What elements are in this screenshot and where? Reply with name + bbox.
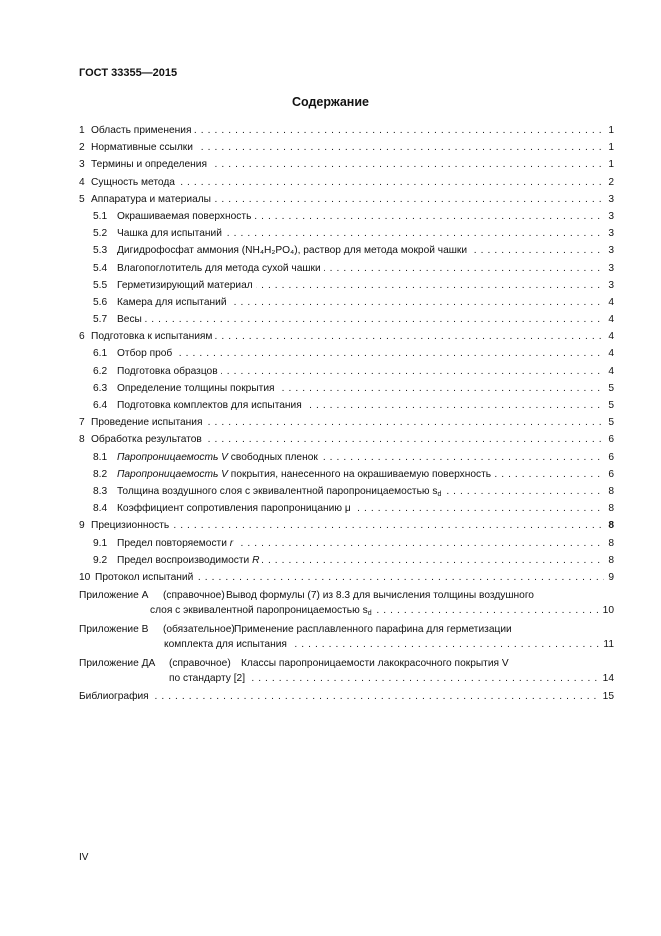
toc-title-italic: Паропроницаемость V [117, 468, 228, 480]
toc-title-italic: R [252, 554, 260, 566]
toc-entry[interactable] [79, 208, 614, 225]
toc-title: Проведение испытания [91, 417, 206, 428]
toc-page: 5 [606, 414, 614, 431]
toc-entry[interactable] [79, 345, 614, 362]
toc-number: 5.5 [93, 279, 108, 291]
toc-entry[interactable] [79, 397, 614, 414]
appendix-title-line1: Вывод формулы (7) из 8.3 для вычисления толщины воздушного [226, 590, 534, 602]
toc-title-subscript: d [437, 490, 442, 498]
toc-number: 4 [79, 176, 85, 188]
toc-number: 5.4 [93, 262, 108, 274]
toc-page: 4 [606, 345, 614, 362]
bibliography-entry[interactable] [79, 688, 614, 705]
toc-number: 3 [79, 159, 85, 171]
toc-number: 5.6 [93, 296, 108, 308]
toc-entry[interactable] [79, 500, 614, 517]
toc-number: 2 [79, 142, 85, 154]
page-title: Содержание [291, 95, 369, 109]
toc-title: Герметизирующий материал [117, 280, 256, 291]
toc-entry[interactable] [79, 380, 614, 397]
toc-title: свободных пленок [227, 451, 318, 463]
toc-title: Прецизионность [91, 520, 172, 531]
toc-number: 6 [79, 331, 85, 343]
toc-number: 6.1 [93, 348, 108, 360]
toc-page: 6 [606, 431, 614, 448]
appendix-label: Приложение ДА [79, 658, 156, 670]
toc-page: 4 [606, 363, 614, 380]
toc-number: 7 [79, 417, 85, 429]
toc-title-italic: Паропроницаемость V [117, 451, 228, 463]
appendix-entry[interactable] [79, 588, 614, 620]
toc-entry[interactable] [79, 225, 614, 242]
toc-title: Аппаратура и материалы [91, 194, 214, 205]
toc-page: 1 [606, 156, 614, 173]
toc-title: Сущность метода [91, 177, 178, 188]
bibliography-page: 15 [602, 691, 614, 703]
toc-entry[interactable] [79, 260, 614, 277]
toc-entry[interactable] [79, 156, 614, 173]
appendix-page: 10 [602, 605, 614, 617]
toc-number: 8.1 [93, 451, 108, 463]
toc-page: 1 [606, 122, 614, 139]
toc-entry[interactable] [79, 517, 614, 534]
appendix-title-line2: по стандарту [2] [169, 673, 248, 684]
toc-page: 3 [606, 260, 614, 277]
bibliography-title: Библиография [79, 691, 152, 702]
toc-entry[interactable] [79, 277, 614, 294]
page-number-footer: IV [79, 852, 89, 863]
toc-title: Термины и определения [91, 159, 210, 170]
toc-title: Отбор проб [117, 348, 175, 359]
toc-number: 8.2 [93, 468, 108, 480]
toc-title: Коэффициент сопротивления паропроницанию μ [117, 503, 354, 514]
toc-title: покрытия, нанесенного на окрашиваемую поверхность [227, 468, 492, 480]
toc-title: Окрашиваемая поверхность [117, 211, 254, 222]
toc-page: 8 [606, 483, 614, 500]
toc-title-italic: r [229, 537, 234, 549]
toc-entry[interactable] [79, 449, 614, 466]
appendix-title-line2: слоя с эквивалентной паропроницаемостью s [150, 605, 368, 617]
standard-designation: ГОСТ 33355—2015 [79, 67, 178, 79]
toc-title: Подготовка комплектов для испытания [117, 400, 305, 411]
toc-title: Нормативные ссылки [91, 142, 196, 153]
toc-page: 3 [606, 191, 614, 208]
toc-entry[interactable] [79, 414, 614, 431]
toc-title: Подготовка образцов [117, 366, 221, 377]
toc-number: 6.4 [93, 400, 108, 411]
toc-title: Протокол испытаний [95, 572, 196, 583]
toc-number: 8.4 [93, 503, 108, 515]
toc-title: Обработка результатов [91, 434, 205, 445]
toc-number: 5.3 [93, 245, 108, 257]
toc-title: Весы [117, 314, 145, 325]
appendix-kind: (справочное) [169, 658, 231, 670]
toc-number: 8 [79, 434, 85, 446]
toc-page: 8 [606, 500, 614, 517]
toc-page: 1 [606, 139, 614, 156]
toc-page: 9 [606, 569, 614, 586]
toc-number: 6.3 [93, 382, 108, 394]
toc-entry[interactable] [79, 174, 614, 191]
toc-number: 9.1 [93, 537, 108, 549]
toc-number: 5.1 [93, 210, 108, 222]
toc-page: 4 [606, 328, 614, 345]
toc-page: 3 [606, 242, 614, 259]
toc-number: 5.7 [93, 314, 108, 326]
toc-page: 6 [606, 466, 614, 483]
table-of-contents [79, 122, 614, 705]
toc-number: 9 [79, 520, 85, 532]
appendix-label: Приложение В [79, 624, 149, 636]
toc-number: 5.2 [93, 228, 108, 240]
toc-page: 2 [606, 174, 614, 191]
toc-number: 5 [79, 193, 85, 205]
toc-entry[interactable] [79, 535, 614, 552]
appendix-label: Приложение А [79, 590, 149, 602]
appendix-kind: (справочное) [163, 590, 225, 602]
toc-title: Предел воспроизводимости [117, 554, 253, 566]
toc-page: 3 [606, 208, 614, 225]
toc-page: 8 [606, 535, 614, 552]
appendix-title-subscript: d [367, 610, 372, 618]
toc-page: 8 [606, 517, 614, 534]
toc-number: 10 [79, 571, 91, 583]
appendix-page: 11 [603, 639, 614, 651]
toc-page: 5 [606, 397, 614, 414]
appendix-title-line1: Классы паропроницаемости лакокрасочного покрытия V [241, 658, 509, 670]
toc-entry[interactable] [79, 328, 614, 345]
appendix-title-line1: Применение расплавленного парафина для герметизации [234, 624, 512, 636]
toc-number: 9.2 [93, 554, 108, 566]
toc-page: 8 [606, 552, 614, 569]
toc-entry[interactable] [79, 363, 614, 380]
appendix-kind: (обязательное) [163, 624, 235, 636]
appendix-entry[interactable] [79, 656, 614, 688]
toc-entry[interactable] [79, 552, 614, 569]
toc-page: 3 [606, 225, 614, 242]
toc-number: 8.3 [93, 485, 108, 497]
toc-number: 1 [79, 125, 85, 136]
toc-entry[interactable] [79, 483, 614, 500]
toc-title: Чашка для испытаний [117, 228, 225, 239]
toc-entry[interactable] [79, 242, 614, 259]
toc-title: Определение толщины покрытия [117, 383, 278, 394]
toc-title: Подготовка к испытаниям [91, 331, 215, 342]
appendix-page: 14 [602, 673, 614, 685]
toc-title: Дигидрофосфат аммония (NH₄H₂PO₄), раствор для метода мокрой чашки [117, 245, 470, 256]
toc-entry[interactable] [79, 139, 614, 156]
toc-page: 3 [606, 277, 614, 294]
toc-page: 4 [606, 294, 614, 311]
toc-title: Камера для испытаний [117, 297, 230, 308]
toc-number: 6.2 [93, 365, 108, 377]
toc-entry[interactable] [79, 122, 614, 139]
toc-title: Толщина воздушного слоя с эквивалентной паропроницаемостью s [117, 485, 438, 497]
toc-page: 4 [606, 311, 614, 328]
toc-title: Влагопоглотитель для метода сухой чашки [117, 263, 324, 274]
appendix-title-line2: комплекта для испытания [164, 639, 290, 650]
toc-entry[interactable] [79, 191, 614, 208]
appendix-entry[interactable] [79, 622, 614, 654]
toc-entry[interactable] [79, 569, 614, 586]
toc-entry[interactable] [79, 311, 614, 328]
toc-entry[interactable] [79, 431, 614, 448]
toc-title: Предел повторяемости [117, 537, 230, 549]
toc-entry[interactable] [79, 294, 614, 311]
toc-page: 6 [606, 449, 614, 466]
toc-page: 5 [606, 380, 614, 397]
toc-title: Область применения [91, 125, 194, 136]
toc-entry[interactable] [79, 466, 614, 483]
